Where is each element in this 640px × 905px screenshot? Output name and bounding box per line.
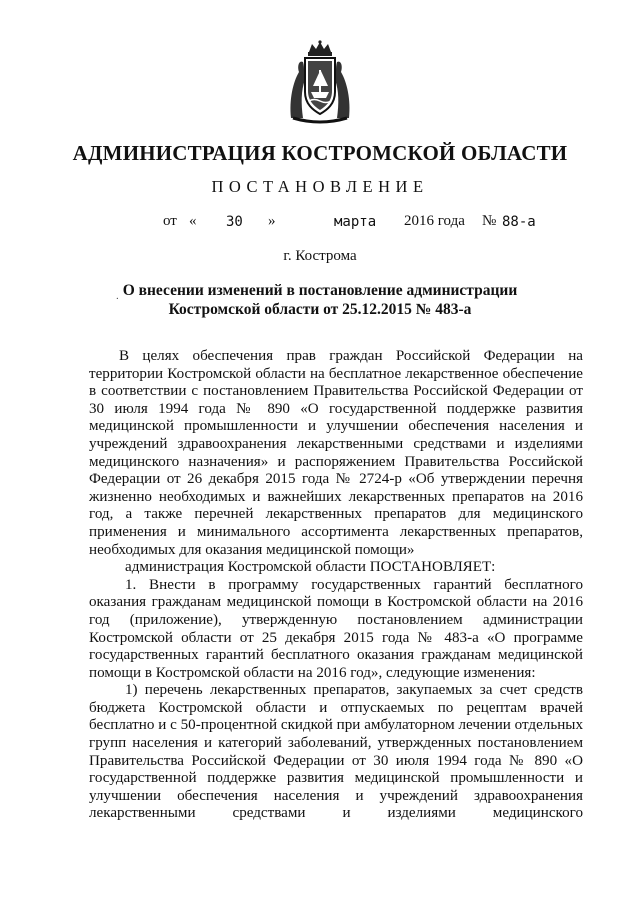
close-quote: »: [268, 213, 276, 229]
date-number-line: [0, 213, 640, 233]
date-prefix: от: [163, 213, 177, 229]
paragraph-preamble: В целях обеспечения прав граждан Российской Федерации на территории Костромской области на бесплатное лекарственное обеспечение в соответствии с постановлением Правительства Российской Федерации от 30 июля 1994 года № 890 «О государственной поддержке развития медицинской промышленности и улучшении обеспечения населения и учреждений здравоохранения лекарственными средствами и изделиями медицинского назначения» и распоряжением Правительства Российской Федерации от 26 декабря 2015 года № 2724-р «Об утверждении перечня жизненно необходимых и важнейших лекарственных препаратов на 2016 год, а также перечней лекарственных препаратов для медицинского применения и минимального ассортимента лекарственных препаратов, необходимых для оказания медицинской помощи»: [89, 348, 583, 558]
date-year: 2016 года: [404, 213, 465, 229]
subject-line-2: Костромской области от 25.12.2015 № 483-а: [168, 301, 472, 318]
subject-line-1: О внесении изменений в постановление администрации: [122, 282, 518, 299]
paragraph-resolves: администрация Костромской области ПОСТАНОВЛЯЕТ:: [125, 559, 496, 576]
document-number: 88-а: [502, 214, 536, 230]
organization-title: АДМИНИСТРАЦИЯ КОСТРОМСКОЙ ОБЛАСТИ: [72, 141, 568, 165]
paragraph-item-1: 1. Внести в программу государственных гарантий бесплатного оказания гражданам медицинской помощи в Костромской области на 2016 год (приложение), утвержденную постановлением администрации Костромской области от 25 декабря 2015 года № 483-а «О программе государственных гарантий бесплатного оказания гражданам медицинской помощи в Костромской области на 2016 год», следующие изменения:: [89, 576, 583, 681]
date-day: 30: [226, 214, 243, 230]
number-sign: №: [482, 213, 497, 229]
document-body: [89, 348, 583, 823]
document-subject: [0, 281, 640, 319]
city-line: г. Кострома: [283, 248, 357, 264]
date-month: марта: [334, 214, 377, 230]
paragraph-subitem-1: 1) перечень лекарственных препаратов, закупаемых за счет средств бюджета Костромской области и отпускаемых по рецептам врачей бесплатно и с 50-процентной скидкой при амбулаторном лечении отдельных групп населения и категорий заболеваний, утвержденных постановлением Правительства Российской Федерации от 30 июля 1994 года № 890 «О государственной поддержке развития медицинской промышленности и улучшении обеспечения населения и учреждений здравоохранения лекарственными средствами и изделиями медицинского: [89, 682, 583, 822]
margin-mark: .: [116, 290, 119, 302]
kostroma-coat-of-arms-icon: [287, 40, 353, 124]
open-quote: «: [189, 213, 197, 229]
document-type: ПОСТАНОВЛЕНИЕ: [211, 177, 429, 196]
